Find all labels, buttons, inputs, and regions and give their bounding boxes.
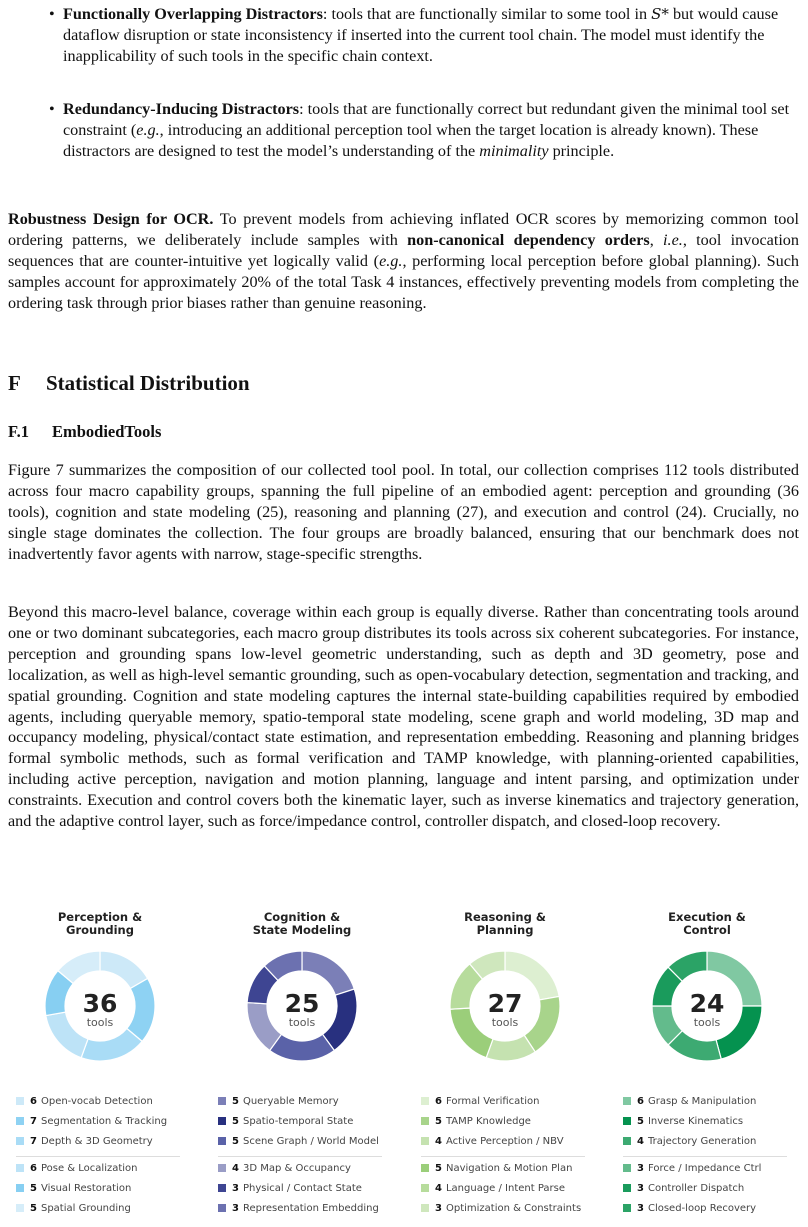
legend-item xyxy=(16,1135,153,1149)
legend-count: 5 xyxy=(30,1203,37,1214)
legend-swatch xyxy=(16,1137,24,1145)
legend-divider xyxy=(218,1156,382,1157)
legend-swatch xyxy=(421,1097,429,1105)
legend-count: 3 xyxy=(232,1203,239,1214)
legend-count: 7 xyxy=(30,1136,37,1147)
paragraph-text: , xyxy=(649,230,664,249)
donut-title-line: Perception & xyxy=(57,910,143,924)
legend-label: Language / Intent Parse xyxy=(445,1183,566,1194)
legend-label: Trajectory Generation xyxy=(647,1136,757,1147)
donut-slice xyxy=(270,1034,335,1061)
legend-item xyxy=(421,1162,572,1176)
donut-title xyxy=(607,911,807,937)
donut-slice xyxy=(46,1012,88,1058)
legend-label: Grasp & Manipulation xyxy=(647,1096,757,1107)
legend-item xyxy=(623,1182,744,1196)
legend-item xyxy=(623,1162,761,1176)
legend-count: 3 xyxy=(637,1183,644,1194)
legend-count: 6 xyxy=(637,1096,644,1107)
tool-distribution-figure xyxy=(0,900,808,1227)
legend-label: Closed-loop Recovery xyxy=(647,1203,757,1214)
section-number: F xyxy=(8,371,21,395)
legend-label: Open-vocab Detection xyxy=(40,1096,153,1107)
section-heading xyxy=(8,371,250,396)
donut-panel xyxy=(202,900,402,1227)
legend-item xyxy=(16,1182,131,1196)
bullet-text: : tools that are functionally correct but redundant given the minimal tool set constraint ( xyxy=(63,100,790,139)
legend-item xyxy=(218,1095,339,1109)
legend-swatch xyxy=(218,1164,226,1172)
symbol-s-star: S* xyxy=(651,5,669,23)
legend-label: Formal Verification xyxy=(445,1096,540,1107)
bullet-redundancy-distractors xyxy=(49,99,799,162)
legend-label: Scene Graph / World Model xyxy=(242,1136,379,1147)
legend-count: 6 xyxy=(435,1096,442,1107)
donut-panel xyxy=(0,900,200,1227)
legend-count: 5 xyxy=(30,1183,37,1194)
subsection-heading xyxy=(8,422,161,442)
donut-title-line: Control xyxy=(683,923,731,937)
donut-title xyxy=(0,911,200,937)
legend-label: Inverse Kinematics xyxy=(647,1116,744,1127)
legend-item xyxy=(218,1115,353,1129)
paragraph-text: To prevent models from achieving inflated OCR scores by memorizing common tool ordering patterns, we deliberately include samples with xyxy=(8,210,799,249)
legend-count: 5 xyxy=(435,1163,442,1174)
legend-item xyxy=(16,1162,138,1176)
donut-panel xyxy=(405,900,605,1227)
legend-item xyxy=(218,1182,362,1196)
donut-unit: tools xyxy=(288,1016,316,1029)
legend-swatch xyxy=(16,1204,24,1212)
donut-total: 27 xyxy=(487,989,523,1018)
legend-label: 3D Map & Occupancy xyxy=(242,1163,351,1174)
bullet-dot: • xyxy=(49,5,55,23)
legend-item xyxy=(623,1095,756,1109)
legend-swatch xyxy=(218,1097,226,1105)
donut-slice xyxy=(450,1008,493,1058)
legend-label: Physical / Contact State xyxy=(242,1183,362,1194)
legend-swatch xyxy=(16,1184,24,1192)
legend-count: 6 xyxy=(30,1163,37,1174)
donut-title-line: Cognition & xyxy=(263,910,341,924)
donut-total: 36 xyxy=(82,989,118,1018)
paragraph-text: , performing local perception before global planning). Such samples account for approximately 20% of the total Task 4 instances, effectively preventing models from completing the ordering task through prior biases rather than genuine reasoning. xyxy=(8,251,800,312)
donut-title-line: Execution & xyxy=(668,910,746,924)
donut-title-line: Grounding xyxy=(66,923,134,937)
paragraph-heading: Robustness Design for OCR. xyxy=(8,210,214,228)
donut-total: 25 xyxy=(284,989,320,1018)
legend-count: 3 xyxy=(637,1163,644,1174)
legend-count: 5 xyxy=(232,1136,239,1147)
legend-count: 3 xyxy=(435,1203,442,1214)
legend-divider xyxy=(421,1156,585,1157)
legend-item xyxy=(16,1115,167,1129)
legend-item xyxy=(421,1135,564,1149)
legend-label: Representation Embedding xyxy=(242,1203,379,1214)
donut-unit: tools xyxy=(86,1016,114,1029)
donut-chart xyxy=(246,950,358,1062)
legend-swatch xyxy=(623,1097,631,1105)
eg-abbrev: e.g. xyxy=(136,120,160,139)
legend-item xyxy=(16,1095,153,1109)
legend-item xyxy=(623,1135,756,1149)
legend-divider xyxy=(16,1156,180,1157)
legend-label: Visual Restoration xyxy=(40,1183,132,1194)
bullet-text: but would cause dataflow disruption or state inconsistency if inserted into the current tool chain. The model must identify the inapplicability of such tools in the specific chain context. xyxy=(63,5,779,65)
legend-swatch xyxy=(421,1164,429,1172)
legend-swatch xyxy=(218,1137,226,1145)
legend-count: 6 xyxy=(30,1096,37,1107)
legend-count: 5 xyxy=(232,1096,239,1107)
legend-swatch xyxy=(16,1164,24,1172)
bullet-dot: • xyxy=(49,100,55,118)
donut-chart xyxy=(651,950,763,1062)
bullet-text: principle. xyxy=(548,141,615,160)
legend-item xyxy=(421,1202,581,1216)
legend-label: TAMP Knowledge xyxy=(445,1116,531,1127)
legend-label: Spatio-temporal State xyxy=(242,1116,354,1127)
legend-count: 3 xyxy=(232,1183,239,1194)
donut-title-line: State Modeling xyxy=(252,923,352,937)
legend-count: 4 xyxy=(637,1136,644,1147)
paragraph-tool-pool: Figure 7 summarizes the composition of our collected tool pool. In total, our collection comprises 112 tools distributed across four macro capability groups, spanning the full pipeline of an embodied agent: perception and grounding (36 tools), cognition and state modeling (25), reasoning and planning (27), and execution and control (24). Crucially, no single stage dominates the collection. The four groups are broadly balanced, ensuring that our benchmark does not inadvertently favor agents with narrow, stage-specific strengths. xyxy=(8,461,799,563)
donut-chart xyxy=(44,950,156,1062)
legend-count: 4 xyxy=(232,1163,239,1174)
donut-total: 24 xyxy=(689,989,725,1018)
paragraph-coverage: Beyond this macro-level balance, coverage within each group is equally diverse. Rather than concentrating tools around one or two dominant subcategories, each macro group distributes its tools across six coherent subcategories. For instance, perception and grounding spans low-level geometric understanding, such as depth and 3D geometry, pose and localization, as well as high-level semantic grounding, such as open-vocabulary detection, segmentation and tracking, and spatial grounding. Cognition and state modeling captures the internal state-building capabilities required by embodied agents, including queryable memory, spatio-temporal state modeling, scene graph and world modeling, 3D map and occupancy modeling, physical/contact state estimation, and representation embedding. Reasoning and planning bridges formal symbolic methods, such as formal verification and TAMP knowledge, with planning-oriented capabilities, including active perception, navigation and motion planning, language and intent parsing, and optimization under constraints. Execution and control covers both the kinematic layer, such as inverse kinematics and trajectory generation, and the adaptive control layer, such as force/impedance control, controller dispatch, and closed-loop recovery. xyxy=(8,603,799,831)
legend-label: Spatial Grounding xyxy=(40,1203,131,1214)
legend-count: 5 xyxy=(232,1116,239,1127)
donut-title-line: Planning xyxy=(476,923,534,937)
legend-swatch xyxy=(16,1117,24,1125)
bullet-functional-distractors xyxy=(49,4,799,67)
subsection-number: F.1 xyxy=(8,422,29,441)
legend-count: 4 xyxy=(435,1183,442,1194)
legend-swatch xyxy=(421,1137,429,1145)
legend-label: Controller Dispatch xyxy=(647,1183,745,1194)
legend-label: Queryable Memory xyxy=(242,1096,339,1107)
donut-panel xyxy=(607,900,807,1227)
legend-divider xyxy=(623,1156,787,1157)
legend-count: 4 xyxy=(435,1136,442,1147)
legend-swatch xyxy=(218,1117,226,1125)
legend-swatch xyxy=(218,1184,226,1192)
legend-item xyxy=(421,1115,531,1129)
legend-label: Force / Impedance Ctrl xyxy=(647,1163,762,1174)
legend-item xyxy=(421,1182,565,1196)
bullet-label: Functionally Overlapping Distractors xyxy=(63,5,323,23)
legend-swatch xyxy=(421,1117,429,1125)
legend-swatch xyxy=(421,1204,429,1212)
bullet-text: : tools that are functionally similar to some tool in xyxy=(322,5,648,23)
legend-swatch xyxy=(623,1137,631,1145)
emphasis: minimality xyxy=(479,141,549,160)
donut-chart xyxy=(449,950,561,1062)
eg-abbrev: e.g. xyxy=(379,251,403,270)
legend-swatch xyxy=(623,1204,631,1212)
legend-item xyxy=(218,1135,379,1149)
legend-item xyxy=(218,1162,351,1176)
legend-swatch xyxy=(623,1117,631,1125)
donut-slice xyxy=(81,1028,142,1061)
legend-label: Pose & Localization xyxy=(40,1163,138,1174)
donut-title xyxy=(405,911,605,937)
legend-swatch xyxy=(623,1184,631,1192)
robustness-paragraph xyxy=(8,209,799,314)
paragraph-text: , tool invocation sequences that are counter-intuitive yet logically valid ( xyxy=(8,230,799,270)
donut-title-line: Reasoning & xyxy=(464,910,546,924)
legend-item xyxy=(623,1202,756,1216)
legend-label: Segmentation & Tracking xyxy=(40,1116,168,1127)
legend-label: Optimization & Constraints xyxy=(445,1203,582,1214)
legend-count: 7 xyxy=(30,1116,37,1127)
bold-term: non-canonical dependency orders xyxy=(407,230,650,249)
bullet-label: Redundancy-Inducing Distractors xyxy=(63,100,300,118)
legend-item xyxy=(218,1202,379,1216)
donut-title xyxy=(202,911,402,937)
legend-label: Depth & 3D Geometry xyxy=(40,1136,153,1147)
legend-label: Active Perception / NBV xyxy=(445,1136,564,1147)
bullet-text: , introducing an additional perception tool when the target location is already known). These distractors are designed to test the model’s understanding of the xyxy=(63,120,759,160)
legend-swatch xyxy=(16,1097,24,1105)
legend-item xyxy=(623,1115,743,1129)
legend-count: 3 xyxy=(637,1203,644,1214)
legend-item xyxy=(16,1202,131,1216)
legend-count: 5 xyxy=(435,1116,442,1127)
legend-swatch xyxy=(623,1164,631,1172)
legend-item xyxy=(421,1095,539,1109)
donut-unit: tools xyxy=(693,1016,721,1029)
subsection-title: EmbodiedTools xyxy=(52,422,162,441)
legend-count: 5 xyxy=(637,1116,644,1127)
legend-swatch xyxy=(421,1184,429,1192)
section-title: Statistical Distribution xyxy=(46,371,250,395)
legend-label: Navigation & Motion Plan xyxy=(445,1163,573,1174)
legend-swatch xyxy=(218,1204,226,1212)
donut-unit: tools xyxy=(491,1016,519,1029)
ie-abbrev: i.e. xyxy=(663,230,683,249)
